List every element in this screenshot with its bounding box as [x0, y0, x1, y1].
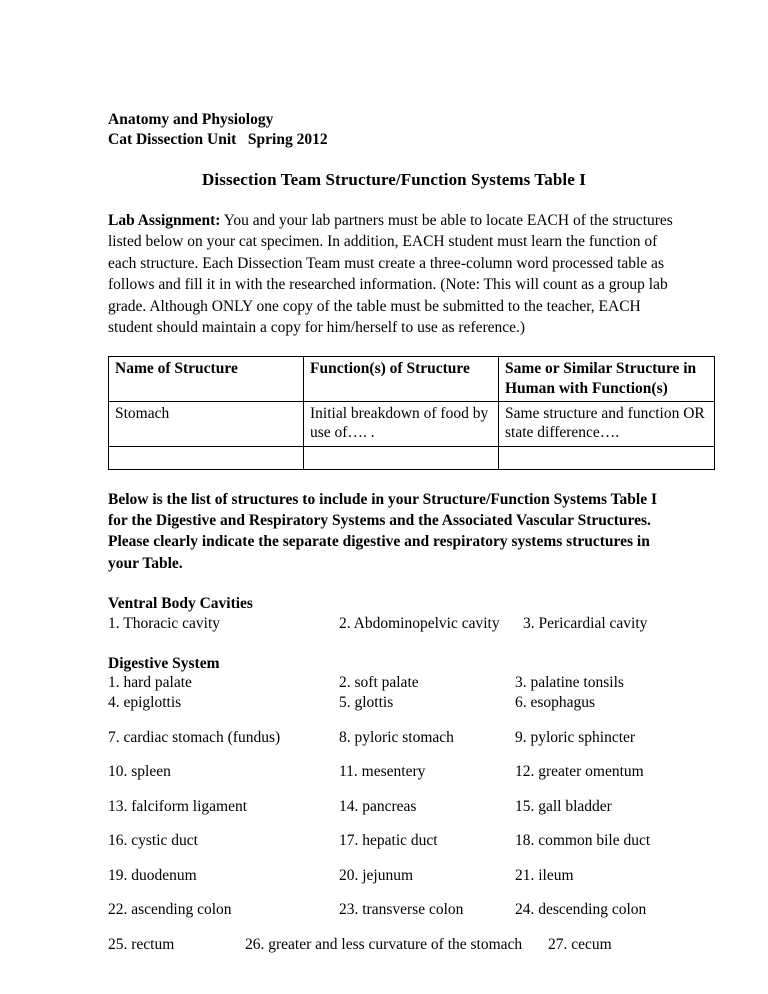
structure-entry: 1. hard palate	[108, 674, 192, 692]
section-heading: Digestive System	[108, 654, 220, 672]
list-item	[108, 797, 680, 832]
document-content	[108, 110, 705, 969]
header-line-course: Anatomy and Physiology	[108, 111, 274, 128]
structure-entry: 8. pyloric stomach	[339, 728, 454, 746]
structure-entry: 5. glottis	[339, 694, 394, 712]
structure-entry: 15. gall bladder	[515, 797, 612, 815]
table-cell-structure-name	[109, 446, 304, 469]
structure-entry: 26. greater and less curvature of the stomach	[245, 935, 523, 953]
structure-entry: 27. cecum	[548, 935, 612, 953]
table-cell-structure-name: Stomach	[109, 401, 304, 446]
structure-entry: 21. ileum	[515, 866, 574, 884]
list-item	[108, 831, 680, 866]
structure-entry: 23. transverse colon	[339, 901, 464, 919]
structure-entry: 10. spleen	[108, 763, 171, 781]
table-header-human-structure: Same or Similar Structure in Human with Function(s)	[499, 357, 715, 401]
lab-assignment-body: You and your lab partners must be able to locate EACH of the structures listed below on your cat specimen. In addition, EACH student must learn the function of each structure. Each Dissection Team must create a three-column word processed table as follows and fill it in with the researched information. (Note: This will count as a group lab grade. Although ONLY one copy of the table must be submitted to the teacher, EACH student should maintain a copy for him/herself to use as reference.)	[108, 212, 673, 337]
structure-list	[108, 673, 680, 969]
structure-entry: 9. pyloric sphincter	[515, 728, 636, 746]
list-item	[108, 673, 680, 693]
section-digestive-system	[108, 654, 680, 970]
table-cell-structure-function	[304, 446, 499, 469]
lab-assignment-paragraph	[108, 210, 680, 338]
section-ventral-body-cavities	[108, 594, 680, 634]
structure-entry: 2. Abdominopelvic cavity	[339, 614, 500, 632]
list-item	[108, 900, 680, 935]
structure-function-table	[108, 356, 715, 469]
structure-entry: 4. epiglottis	[108, 694, 182, 712]
list-item	[108, 693, 680, 728]
structure-entry: 14. pancreas	[339, 797, 417, 815]
structure-entry: 19. duodenum	[108, 866, 197, 884]
structure-entry: 22. ascending colon	[108, 901, 232, 919]
structure-entry: 24. descending colon	[515, 901, 647, 919]
list-item	[108, 866, 680, 901]
section-heading: Ventral Body Cavities	[108, 595, 253, 613]
table-row	[109, 401, 715, 446]
table-header-row	[109, 357, 715, 401]
structure-entry: 2. soft palate	[339, 674, 419, 692]
structure-entry: 6. esophagus	[515, 694, 596, 712]
structure-entry: 13. falciform ligament	[108, 797, 248, 815]
table-header-function-of-structure: Function(s) of Structure	[304, 357, 499, 401]
structure-list	[108, 614, 680, 634]
instructions-paragraph: Below is the list of structures to include in your Structure/Function Systems Table I for the Digestive and Respiratory Systems and the Associated Vascular Structures. Please clearly indicate the separate digestive and respiratory systems structures in your Table.	[108, 490, 657, 572]
structure-entry: 3. palatine tonsils	[515, 674, 624, 692]
structure-entry: 7. cardiac stomach (fundus)	[108, 728, 281, 746]
list-item	[108, 935, 680, 970]
document-header	[108, 110, 680, 149]
structure-entry: 1. Thoracic cavity	[108, 614, 221, 632]
structure-entry: 11. mesentery	[339, 763, 426, 781]
list-item	[108, 614, 680, 634]
table-row	[109, 446, 715, 469]
structure-entry: 16. cystic duct	[108, 832, 198, 850]
list-item	[108, 728, 680, 763]
table-header-name-of-structure: Name of Structure	[109, 357, 304, 401]
structure-entry: 12. greater omentum	[515, 763, 644, 781]
structure-entry: 18. common bile duct	[515, 832, 651, 850]
table-cell-structure-function: Initial breakdown of food by use of…. .	[304, 401, 499, 446]
list-item	[108, 762, 680, 797]
table-cell-human-structure: Same structure and function OR state difference….	[499, 401, 715, 446]
structure-entry: 20. jejunum	[339, 866, 414, 884]
table-cell-human-structure	[499, 446, 715, 469]
header-line-unit-term: Cat Dissection Unit Spring 2012	[108, 130, 328, 148]
structure-entry: 25. rectum	[108, 935, 175, 953]
structure-entry: 3. Pericardial cavity	[523, 614, 648, 632]
page-title: Dissection Team Structure/Function Systems Table I	[202, 170, 586, 189]
lab-assignment-label: Lab Assignment:	[108, 212, 221, 229]
structure-entry: 17. hepatic duct	[339, 832, 438, 850]
